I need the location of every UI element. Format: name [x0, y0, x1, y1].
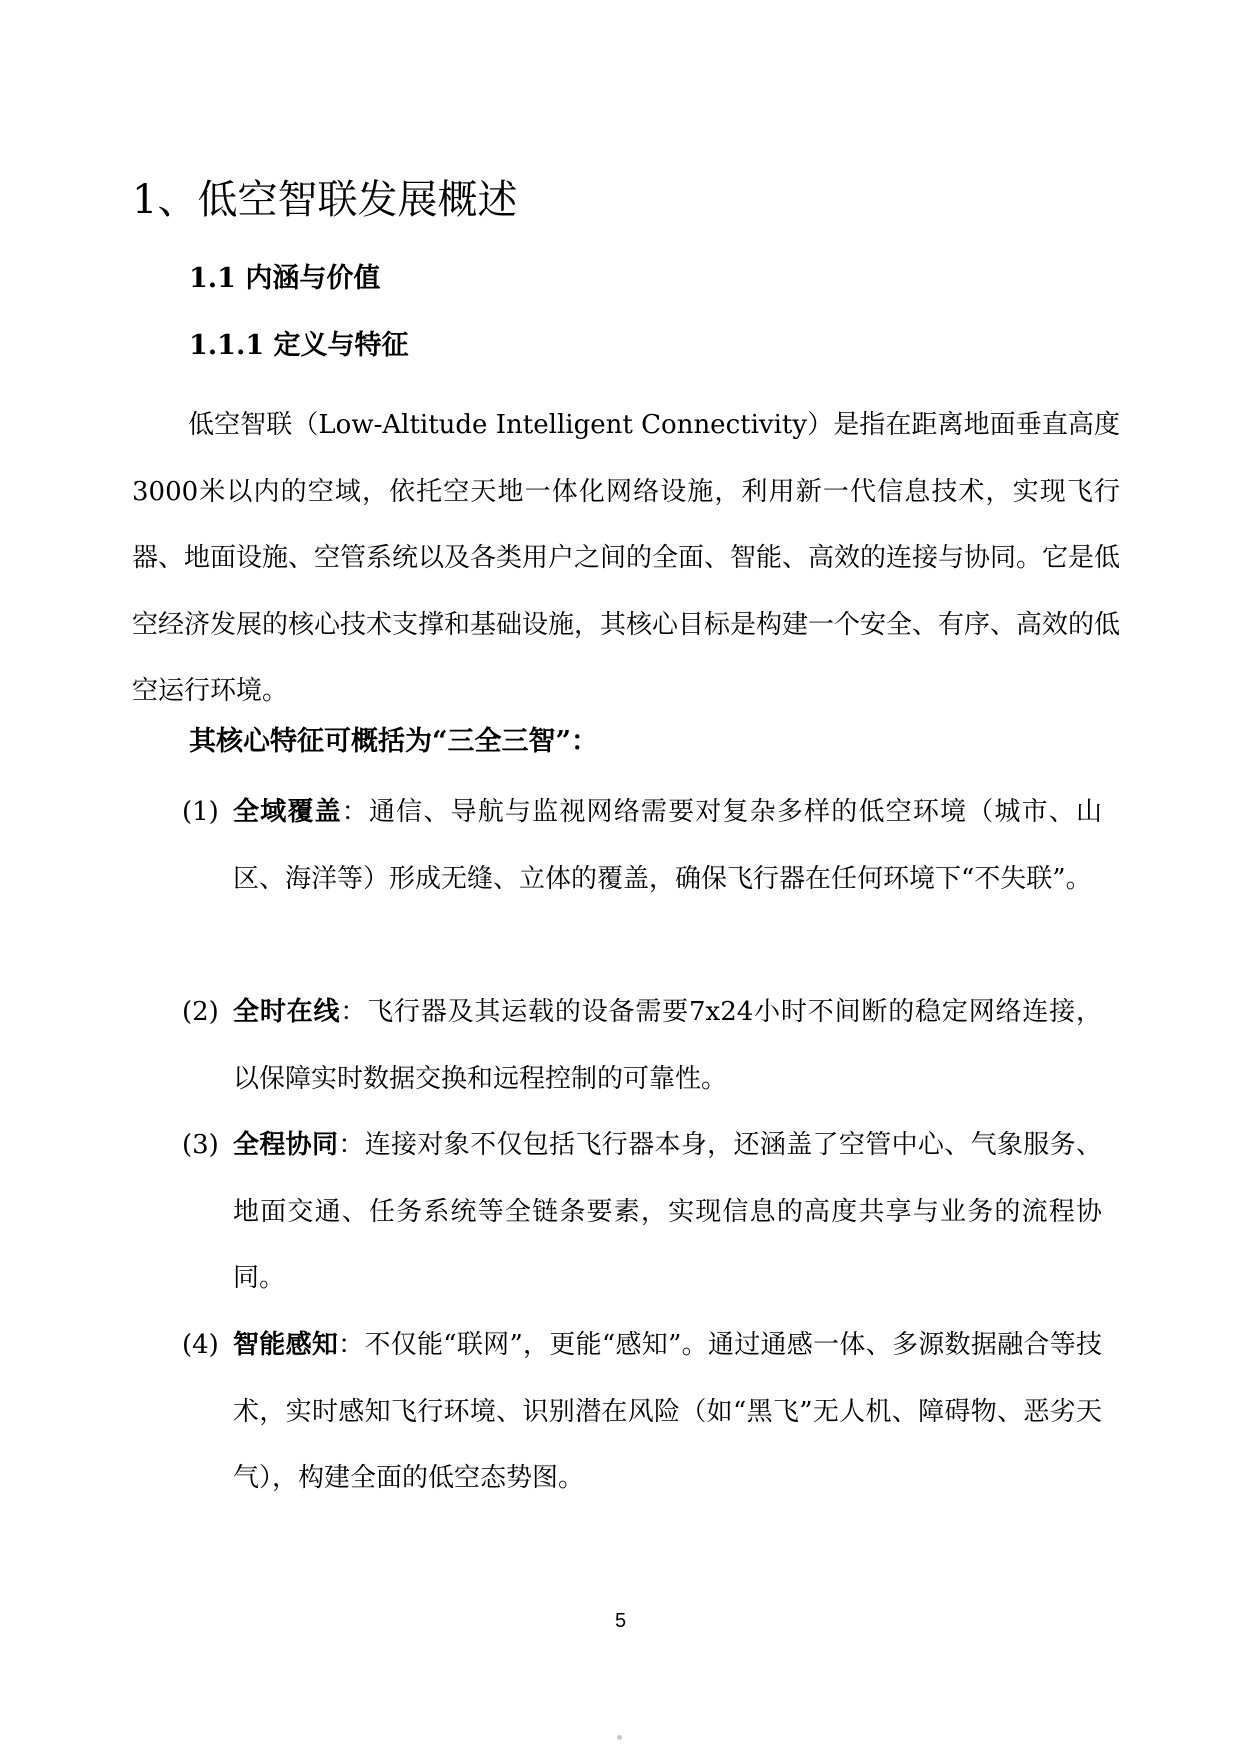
feature-number: (3): [182, 1130, 219, 1160]
feature-text: [233, 1112, 1102, 1312]
feature-title: 全域覆盖: [233, 797, 342, 827]
section-heading: 1.1 内涵与价值: [189, 263, 381, 294]
feature-description: ：通信、导航与监视网络需要对复杂多样的低空环境（城市、山区、海洋等）形成无缝、立体的覆盖，确保飞行器在任何环境下“不失联”。: [233, 797, 1102, 894]
feature-description: ：不仅能“联网”，更能“感知”。通过通感一体、多源数据融合等技术，实时感知飞行环境、识别潜在风险（如“黑飞”无人机、障碍物、恶劣天气），构建全面的低空态势图。: [233, 1330, 1102, 1493]
feature-number: (2): [182, 997, 219, 1027]
feature-item-always-online: [182, 979, 1102, 1112]
feature-number: (4): [182, 1330, 219, 1360]
chapter-heading: 1、低空智联发展概述: [132, 177, 518, 223]
bottom-dot-icon: [617, 1735, 622, 1740]
features-lead: 其核心特征可概括为“三全三智”：: [189, 726, 599, 757]
page-number: 5: [614, 1610, 627, 1632]
feature-item-full-coverage: [182, 779, 1102, 912]
feature-number: (1): [182, 797, 219, 827]
feature-description: ：飞行器及其运载的设备需要7x24小时不间断的稳定网络连接，以保障实时数据交换和远程控制的可靠性。: [233, 997, 1102, 1094]
feature-description: ：连接对象不仅包括飞行器本身，还涵盖了空管中心、气象服务、地面交通、任务系统等全链条要素，实现信息的高度共享与业务的流程协同。: [233, 1130, 1102, 1293]
feature-title: 智能感知: [233, 1330, 339, 1360]
feature-title: 全程协同: [233, 1130, 339, 1160]
feature-item-full-collaboration: [182, 1112, 1102, 1312]
subsection-heading: 1.1.1 定义与特征: [189, 330, 409, 361]
feature-text: [233, 1312, 1102, 1512]
definition-paragraph: 低空智联（Low-Altitude Intelligent Connectivity）是指在距离地面垂直高度3000米以内的空域，依托空天地一体化网络设施，利用新一代信息技术，实现飞行器、地面设施、空管系统以及各类用户之间的全面、智能、高效的连接与协同。它是低空经济发展的核心技术支撑和基础设施，其核心目标是构建一个安全、有序、高效的低空运行环境。: [132, 410, 1121, 706]
feature-text: [233, 779, 1102, 912]
feature-title: 全时在线: [233, 997, 341, 1027]
feature-text: [233, 979, 1102, 1112]
feature-item-intelligent-sensing: [182, 1312, 1102, 1512]
